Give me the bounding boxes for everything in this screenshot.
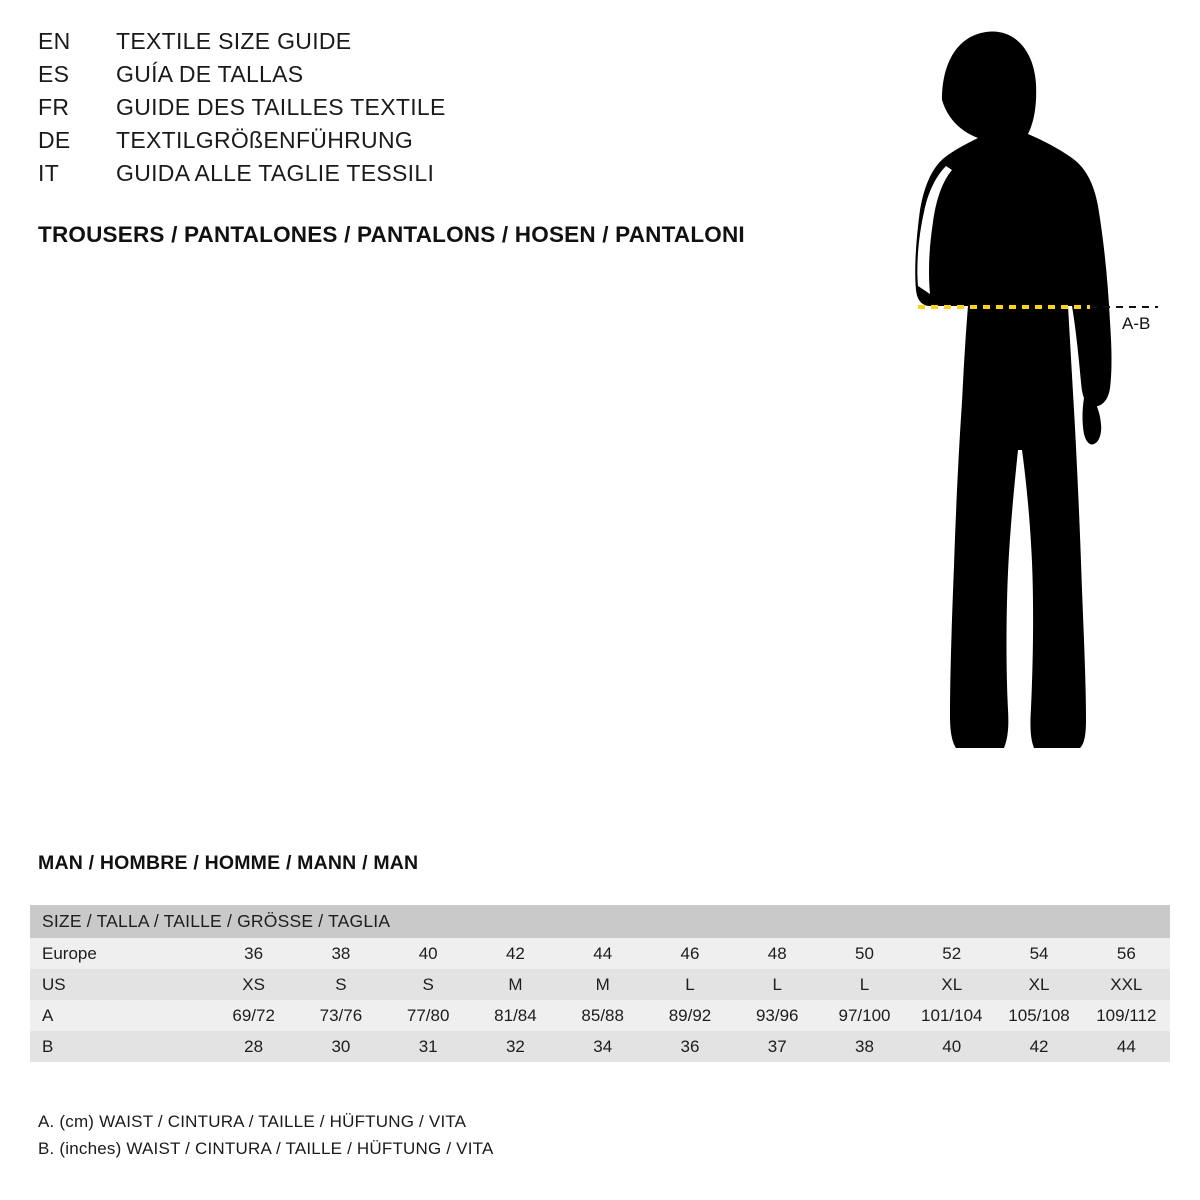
table-cell: M xyxy=(595,974,610,994)
language-list xyxy=(38,28,798,193)
language-title: GUIDA ALLE TAGLIE TESSILI xyxy=(116,160,435,186)
table-cell: 93/96 xyxy=(755,1005,799,1025)
table-row xyxy=(30,1000,1170,1031)
table-cell: 50 xyxy=(855,943,874,963)
table-cell: M xyxy=(508,974,523,994)
table-row xyxy=(30,938,1170,969)
table-header-label: SIZE / TALLA / TAILLE / GRÖSSE / TAGLIA xyxy=(30,905,1170,938)
table-cell: 36 xyxy=(244,943,264,963)
table-cell: 54 xyxy=(1029,943,1049,963)
table-cell: L xyxy=(859,974,870,994)
table-cell: 44 xyxy=(1116,1036,1136,1056)
table-cell: XS xyxy=(242,974,265,994)
table-cell: 28 xyxy=(244,1036,264,1056)
language-title: TEXTILE SIZE GUIDE xyxy=(116,28,352,54)
table-cell: 89/92 xyxy=(668,1005,712,1025)
table-cell: XL xyxy=(1028,974,1050,994)
footnote-a: A. (cm) WAIST / CINTURA / TAILLE / HÜFTUNG / VITA xyxy=(38,1112,467,1131)
table-row xyxy=(30,1031,1170,1062)
table-cell: 32 xyxy=(505,1036,525,1056)
language-code: ES xyxy=(38,61,70,87)
table-cell: 34 xyxy=(593,1036,613,1056)
table-cell: XL xyxy=(941,974,963,994)
language-row xyxy=(38,94,798,127)
language-code: FR xyxy=(38,94,70,120)
language-row xyxy=(38,28,798,61)
table-cell: 46 xyxy=(680,943,700,963)
size-table xyxy=(30,905,1170,1062)
table-cell: 37 xyxy=(767,1036,787,1056)
table-cell: L xyxy=(685,974,695,994)
row-label: US xyxy=(42,974,66,994)
table-cell: 40 xyxy=(942,1036,962,1056)
garment-type-heading: TROUSERS / PANTALONES / PANTALONS / HOSEN / PANTALONI xyxy=(38,222,745,247)
table-cell: 109/112 xyxy=(1096,1005,1157,1025)
table-cell: 38 xyxy=(331,943,351,963)
table-cell: 73/76 xyxy=(319,1005,363,1025)
table-cell: 38 xyxy=(855,1036,874,1056)
table-header-row xyxy=(30,905,1170,938)
table-cell: 97/100 xyxy=(838,1005,891,1025)
table-cell: S xyxy=(335,974,347,994)
language-row xyxy=(38,160,798,193)
language-code: IT xyxy=(38,160,60,186)
footnotes xyxy=(38,1108,938,1162)
table-cell: XXL xyxy=(1110,974,1143,994)
language-row xyxy=(38,127,798,160)
measure-label-ab: A-B xyxy=(1122,314,1151,333)
table-cell: 44 xyxy=(593,943,613,963)
table-cell: L xyxy=(772,974,782,994)
table-cell: 56 xyxy=(1116,943,1136,963)
table-cell: 52 xyxy=(942,943,962,963)
table-cell: 85/88 xyxy=(581,1005,624,1025)
table-cell: 30 xyxy=(331,1036,351,1056)
table-row xyxy=(30,969,1170,1000)
language-title: GUIDE DES TAILLES TEXTILE xyxy=(116,94,446,120)
table-cell: 36 xyxy=(680,1036,700,1056)
row-label: Europe xyxy=(42,943,97,963)
table-cell: S xyxy=(422,974,434,994)
footnote-b: B. (inches) WAIST / CINTURA / TAILLE / HÜFTUNG / VITA xyxy=(38,1139,494,1158)
row-label: B xyxy=(42,1036,54,1056)
language-code: DE xyxy=(38,127,71,153)
language-row xyxy=(38,61,798,94)
language-title: GUÍA DE TALLAS xyxy=(116,61,304,87)
table-cell: 77/80 xyxy=(406,1005,450,1025)
table-cell: 40 xyxy=(418,943,438,963)
table-cell: 105/108 xyxy=(1008,1005,1070,1025)
table-cell: 69/72 xyxy=(232,1005,275,1025)
table-cell: 42 xyxy=(505,943,525,963)
table-cell: 42 xyxy=(1029,1036,1049,1056)
gender-heading: MAN / HOMBRE / HOMME / MANN / MAN xyxy=(38,852,419,874)
language-title: TEXTILGRÖßENFÜHRUNG xyxy=(116,127,414,153)
table-cell: 48 xyxy=(767,943,787,963)
language-code: EN xyxy=(38,28,71,54)
male-silhouette-figure xyxy=(790,10,1190,800)
table-cell: 101/104 xyxy=(921,1005,983,1025)
table-cell: 81/84 xyxy=(494,1005,537,1025)
row-label: A xyxy=(42,1005,54,1025)
table-cell: 31 xyxy=(418,1036,438,1056)
